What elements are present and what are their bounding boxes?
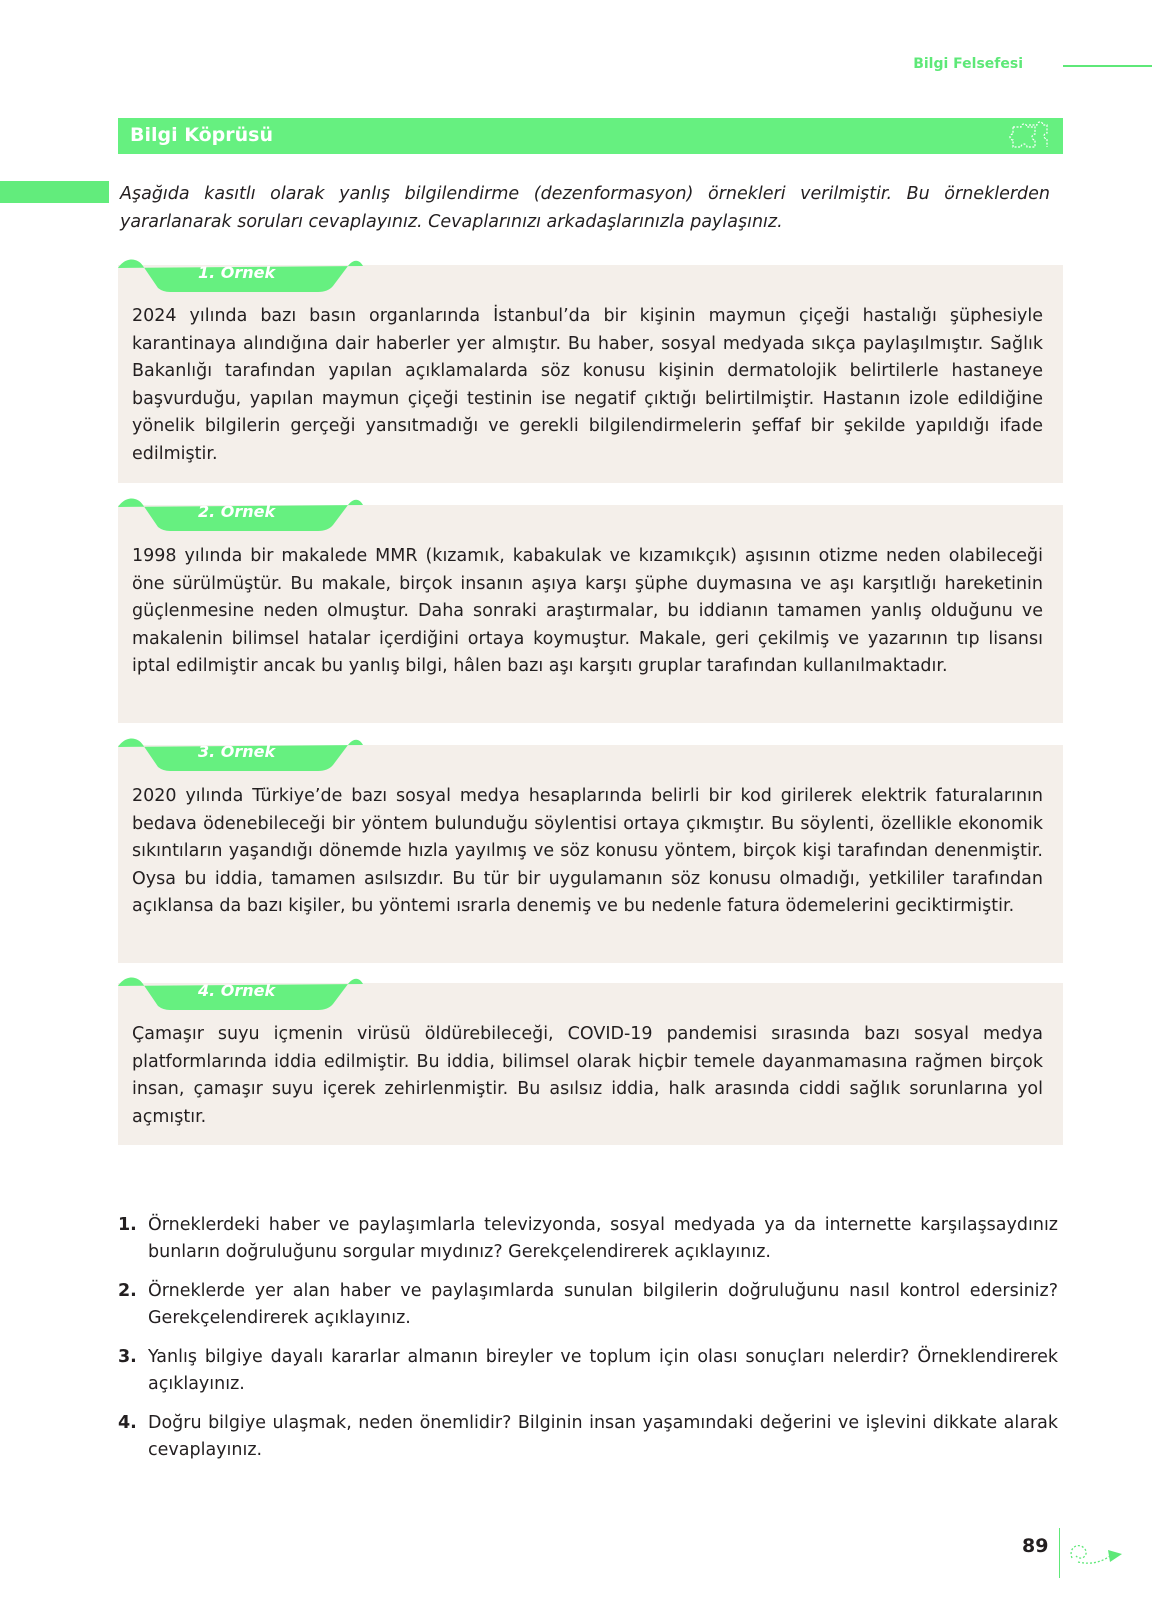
question-item: [118, 1410, 1058, 1464]
example-text: Çamaşır suyu içmenin virüsü öldürebileceği, COVID-19 pandemisi sırasında bazı sosyal medya platformlarında iddia edilmiştir. Bu iddia, bilimsel olarak hiçbir temele dayanmamasına rağmen birçok insan, çamaşır suyu içerek zehirlenmiştir. Bu asılsız iddia, halk arasında ciddi sağlık sorunlarına yol açmıştır.: [132, 1024, 1043, 1127]
example-tab-4: [118, 976, 363, 1010]
arrow-icon: [1066, 1540, 1126, 1568]
page-number: 89: [1022, 1535, 1049, 1557]
section-bar: [118, 118, 1063, 154]
question-item: [118, 1212, 1058, 1266]
example-label: 4. Örnek: [198, 981, 276, 1000]
left-accent-strip: [0, 181, 109, 203]
intro-text: Aşağıda kasıtlı olarak yanlış bilgilendirme (dezenformasyon) örnekleri verilmiştir. Bu örneklerden yararlanarak soruları cevaplayınız. Cevaplarınızı arkadaşlarınızla paylaşınız.: [120, 184, 1050, 232]
example-text: 2024 yılında bazı basın organlarında İstanbul’da bir kişinin maymun çiçeği hastalığı şüphesiyle karantinaya alındığına dair haberler yer almıştır. Bu haber, sosyal medyada sıkça paylaşılmıştır. Sağlık Bakanlığı tarafından yapılan açıklamalarda söz konusu kişinin dermatolojik belirtilerle hastaneye başvurduğu, yapılan maymun çiçeği testinin ise negatif çıktığı belirtilmiştir. Hastanın izole edildiğine yönelik bilgilerin gerçeği yansıtmadığı ve gerekli bilgilendirmelerin şeffaf bir şekilde yapıldığı ifade edilmiştir.: [132, 306, 1043, 464]
question-text: Yanlış bilgiye dayalı kararlar almanın bireyler ve toplum için olası sonuçları nelerdir? Örneklendirerek açıklayınız.: [148, 1347, 1058, 1394]
page-divider: [1059, 1528, 1060, 1578]
example-text: 2020 yılında Türkiye’de bazı sosyal medya hesaplarında belirli bir kod girilerek elektrik faturalarının bedava ödenebileceği bir yöntem bulunduğu söylentisi ortaya çıkmıştır. Bu söylenti, özellikle ekonomik sıkıntıların yaşandığı dönemde hızla yayılmış ve söz konusu yöntem, birçok kişi tarafından denenmiştir. Oysa bu iddia, tamamen asılsızdır. Bu tür bir uygulamanın söz konusu olmadığı, yetkililer tarafından açıklansa da bazı kişiler, bu yöntemi ısrarla denemiş ve bu nedenle fatura ödemelerini geciktirmiştir.: [132, 786, 1043, 916]
example-box-2: [118, 505, 1063, 723]
example-text: 1998 yılında bir makalede MMR (kızamık, kabakulak ve kızamıkçık) aşısının otizme neden olabileceği öne sürülmüştür. Bu makale, birçok insanın aşıya karşı şüphe duymasına ve aşı karşıtlığı hareketinin güçlenmesine neden olmuştur. Daha sonraki araştırmalar, bu iddianın tamamen yanlış olduğunu ve makalenin bilimsel hatalar içerdiğini ortaya koymuştur. Makale, geri çekilmiş ve yazarının tıp lisansı iptal edilmiştir ancak bu yanlış bilgi, hâlen bazı aşı karşıtı gruplar tarafından kullanılmaktadır.: [132, 546, 1043, 676]
question-text: Doğru bilgiye ulaşmak, neden önemlidir? Bilginin insan yaşamındaki değerini ve işlevini dikkate alarak cevaplayınız.: [148, 1413, 1058, 1460]
question-number: 2.: [118, 1281, 137, 1301]
header-line: [1063, 65, 1152, 67]
section-title: Bilgi Köprüsü: [130, 124, 274, 146]
example-label: 1. Örnek: [198, 263, 276, 282]
example-tab-1: [118, 258, 363, 292]
example-tab-2: [118, 497, 363, 531]
question-item: [118, 1344, 1058, 1398]
header-section-label: Bilgi Felsefesi: [913, 56, 1023, 72]
puzzle-icon: [1009, 121, 1049, 151]
question-number: 1.: [118, 1215, 137, 1235]
example-box-1: [118, 265, 1063, 483]
example-label: 2. Örnek: [198, 502, 276, 521]
question-number: 3.: [118, 1347, 137, 1367]
example-tab-3: [118, 737, 363, 771]
question-text: Örneklerdeki haber ve paylaşımlarla televizyonda, sosyal medyada ya da internette karşılaşsaydınız bunların doğruluğunu sorgular mıydınız? Gerekçelendirerek açıklayınız.: [148, 1215, 1058, 1262]
question-text: Örneklerde yer alan haber ve paylaşımlarda sunulan bilgilerin doğruluğunu nasıl kontrol edersiniz? Gerekçelendirerek açıklayınız.: [148, 1281, 1058, 1328]
question-item: [118, 1278, 1058, 1332]
example-box-3: [118, 745, 1063, 963]
example-label: 3. Örnek: [198, 742, 276, 761]
question-list: [118, 1212, 1058, 1476]
question-number: 4.: [118, 1413, 137, 1433]
